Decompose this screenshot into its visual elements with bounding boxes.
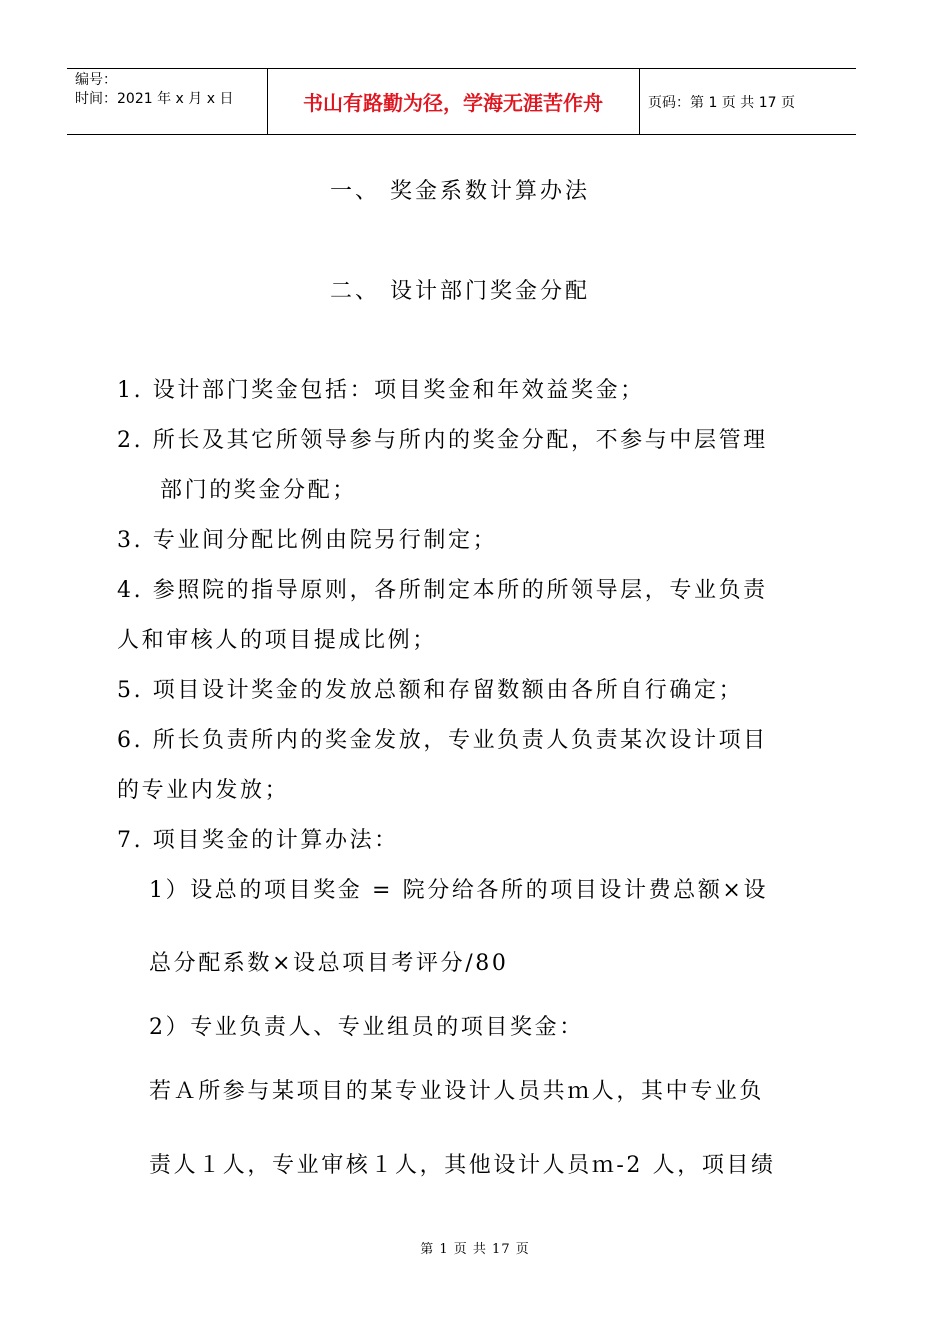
header-motto-cell	[267, 69, 640, 134]
page-code: 页码：第 1 页 共 17 页	[648, 94, 795, 111]
paragraph-line: 2）专业负责人、专业组员的项目奖金：	[149, 1015, 584, 1040]
page-footer: 第 1 页 共 17 页	[420, 1242, 530, 1257]
paragraph-line: 若Ａ所参与某项目的某专业设计人员共ｍ人，其中专业负	[149, 1079, 765, 1104]
paragraph-line: 3. 专业间分配比例由院另行制定；	[117, 528, 498, 553]
paragraph-line: 2. 所长及其它所领导参与所内的奖金分配，不参与中层管理	[117, 428, 768, 453]
formula-line: 1）设总的项目奖金 = 院分给各所的项目设计费总额×设	[149, 878, 769, 903]
paragraph-line: 1. 设计部门奖金包括：项目奖金和年效益奖金；	[117, 378, 645, 403]
paragraph-line: 责人１人，专业审核１人，其他设计人员ｍ-2 人，项目绩	[149, 1153, 776, 1178]
document-header	[67, 68, 856, 135]
paragraph-line: 部门的奖金分配；	[160, 478, 357, 503]
serial-label: 编号：	[75, 72, 117, 88]
paragraph-line: 人和审核人的项目提成比例；	[117, 628, 437, 653]
paragraph-line: 7. 项目奖金的计算办法：	[117, 828, 399, 853]
formula-line: 总分配系数×设总项目考评分/80	[149, 951, 509, 976]
time-label: 时间：2021 年 x 月 x 日	[75, 91, 234, 107]
heading-2: 二、 设计部门奖金分配	[330, 279, 590, 304]
motto-text: 书山有路勤为径，学海无涯苦作舟	[303, 91, 603, 115]
header-page-cell	[640, 69, 856, 134]
paragraph-line: 5. 项目设计奖金的发放总额和存留数额由各所自行确定；	[117, 678, 744, 703]
paragraph-line: 4. 参照院的指导原则，各所制定本所的所领导层，专业负责	[117, 578, 768, 603]
paragraph-line: 6. 所长负责所内的奖金发放，专业负责人负责某次设计项目	[117, 728, 768, 753]
heading-1: 一、 奖金系数计算办法	[330, 179, 590, 204]
header-info-cell	[67, 69, 268, 134]
paragraph-line: 的专业内发放；	[117, 778, 290, 803]
